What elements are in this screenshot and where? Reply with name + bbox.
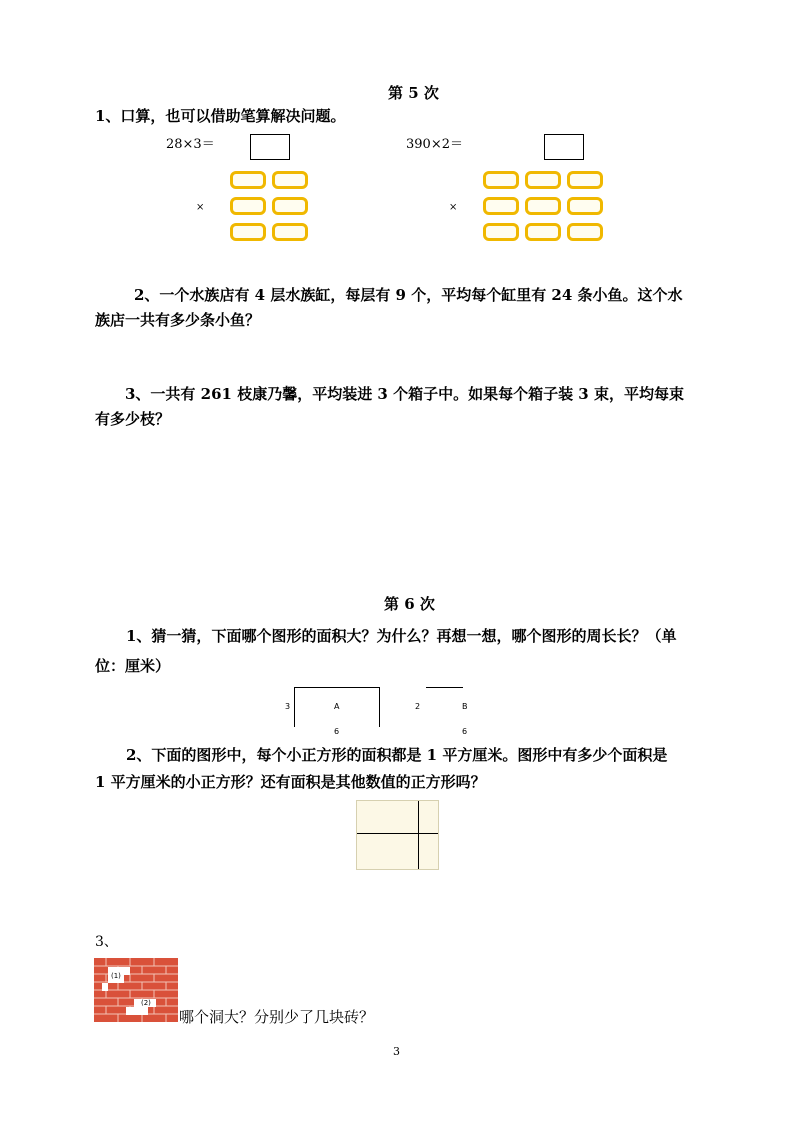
s6-q3-number: 3、 [95,934,118,950]
s5-q3-line2: 有多少枝？ [95,410,171,428]
s6-q2-line2: 1 平方厘米的小正方形？还有面积是其他数值的正方形吗？ [95,773,486,791]
calc-cell[interactable] [567,223,603,241]
calc-cell[interactable] [525,197,561,215]
s5-q1-expr-right: 390×2＝ [406,137,463,152]
s5-q2-line1: 2、一个水族店有 4 层水族缸，每层有 9 个，平均每个缸里有 24 条小鱼。这个水 [134,286,683,304]
section5-title: 第 5 次 [388,84,439,102]
s5-q2-line2: 族店一共有多少条小鱼？ [95,311,261,329]
figure-a [280,684,390,744]
s6-q2-line1: 2、下面的图形中，每个小正方形的面积都是 1 平方厘米。图形中有多少个面积是 [126,746,668,764]
calc-cell[interactable] [567,171,603,189]
mult-sign: × [449,202,458,213]
figure-a-side-label: 3 [285,702,291,711]
calc-cell[interactable] [483,223,519,241]
s5-q1-expr-left: 28×3＝ [166,137,215,152]
calc-cell[interactable] [567,197,603,215]
s6-q1-line2: 位：厘米） [95,657,171,675]
section6-title: 第 6 次 [384,595,435,613]
figure-a-bottom-label: 6 [334,727,340,736]
figure-b [410,684,480,744]
figure-b-label: B [462,702,468,711]
calc-cell[interactable] [525,223,561,241]
calc-cell[interactable] [525,171,561,189]
s5-q1-text: 1、口算，也可以借助笔算解决问题。 [95,107,346,125]
square-grid-figure [356,800,439,870]
calc-cell[interactable] [483,197,519,215]
calc-cell[interactable] [483,171,519,189]
hole-1-label: (1) [111,972,121,980]
s5-q1-calc-grid-right [0,0,793,300]
figure-b-bottom-label: 6 [462,727,468,736]
figure-b-side-label: 2 [415,702,421,711]
figure-a-label: A [334,702,340,711]
s5-q3-line1: 3、一共有 261 枝康乃馨，平均装进 3 个箱子中。如果每个箱子装 3 束，平均每束 [125,385,684,403]
brick-wall-figure [94,958,178,1022]
hole-2-label: (2) [141,999,151,1007]
s6-q1-line1: 1、猜一猜，下面哪个图形的面积大？为什么？再想一想，哪个图形的周长长？（单 [126,627,677,645]
s6-q3-text: 哪个洞大？分别少了几块砖？ [179,1008,375,1026]
mult-sign: × [196,202,205,213]
page-number: 3 [393,1045,400,1058]
